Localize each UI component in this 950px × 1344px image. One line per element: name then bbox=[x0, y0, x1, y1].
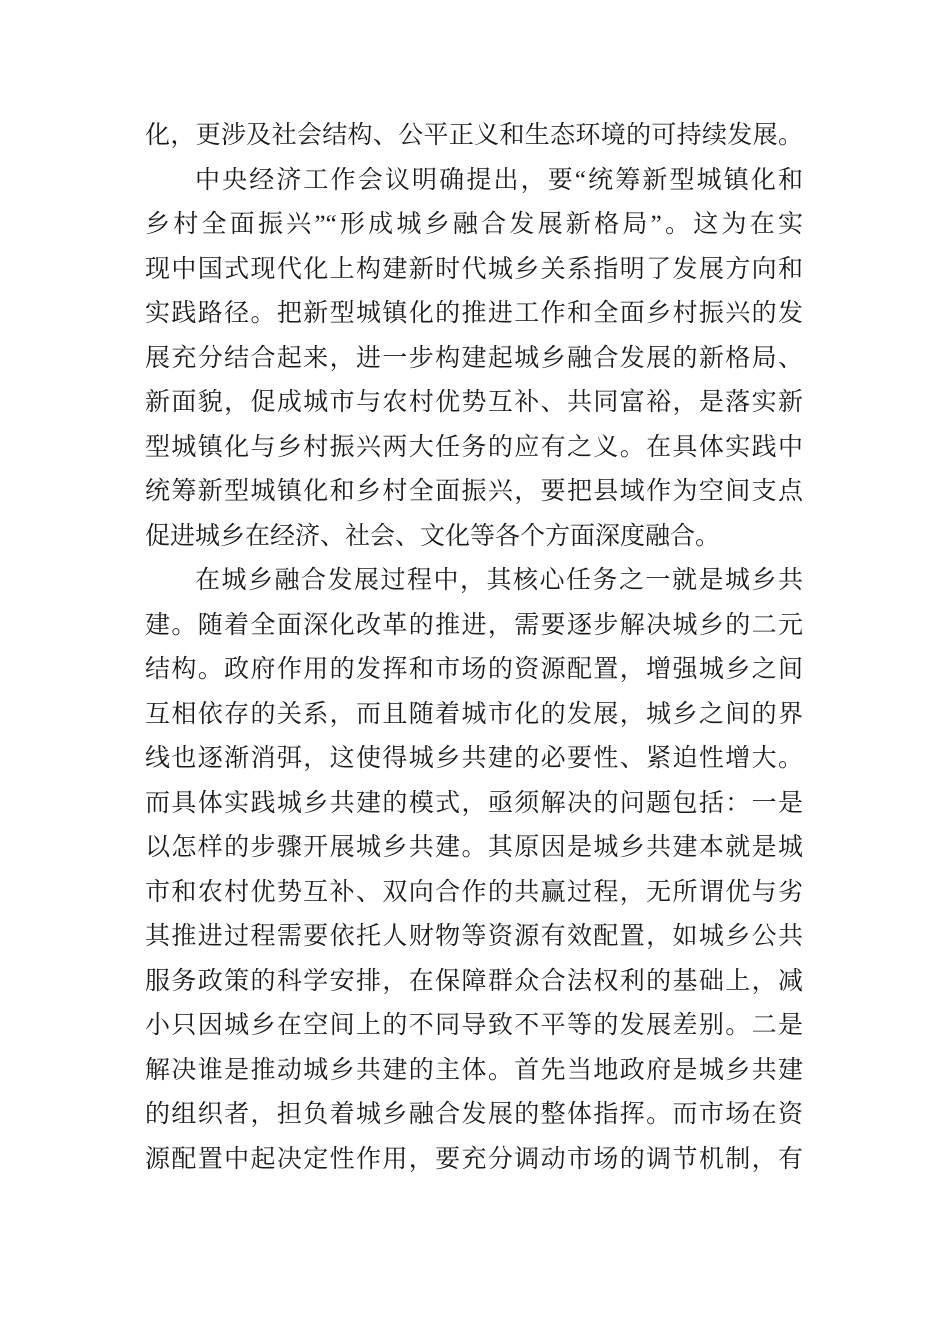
paragraph-3 bbox=[145, 559, 803, 1182]
paragraph-2 bbox=[145, 159, 803, 560]
text-line: 结构。政府作用的发挥和市场的资源配置，增强城乡之间 bbox=[145, 656, 803, 683]
text-line: 促进城乡在经济、社会、文化等各个方面深度融合。 bbox=[145, 522, 721, 550]
text-line: 展充分结合起来，进一步构建起城乡融合发展的新格局、 bbox=[145, 344, 803, 372]
text-line: 在城乡融合发展过程中，其核心任务之一就是城乡共 bbox=[195, 567, 803, 594]
text-line: 统筹新型城镇化和乡村全面振兴，要把县域作为空间支点 bbox=[145, 478, 803, 505]
text-line: 实践路径。把新型城镇化的推进工作和全面乡村振兴的发 bbox=[145, 300, 803, 327]
text-line: 市和农村优势互补、双向合作的共赢过程，无所谓优与劣 bbox=[145, 878, 803, 906]
text-line: 建。随着全面深化改革的推进，需要逐步解决城乡的二元 bbox=[145, 611, 803, 639]
text-line: 互相依存的关系，而且随着城市化的发展，城乡之间的界 bbox=[145, 700, 803, 728]
text-line: 其推进过程需要依托人财物等资源有效配置，如城乡公共 bbox=[145, 923, 803, 950]
text-line: 而具体实践城乡共建的模式，亟须解决的问题包括：一是 bbox=[145, 789, 803, 817]
text-line: 现中国式现代化上构建新时代城乡关系指明了发展方向和 bbox=[145, 255, 803, 283]
document-text-block bbox=[145, 114, 803, 1182]
text-line: 服务政策的科学安排，在保障群众合法权利的基础上，减 bbox=[145, 967, 803, 995]
text-line: 以怎样的步骤开展城乡共建。其原因是城乡共建本就是城 bbox=[145, 834, 803, 861]
text-line: 的组织者，担负着城乡融合发展的整体指挥。而市场在资 bbox=[145, 1101, 803, 1128]
paragraph-1 bbox=[145, 114, 803, 159]
text-line: 解决谁是推动城乡共建的主体。首先当地政府是城乡共建 bbox=[145, 1056, 803, 1084]
text-line: 乡村全面振兴”“形成城乡融合发展新格局”。这为在实 bbox=[145, 211, 803, 238]
text-line: 源配置中起决定性作用，要充分调动市场的调节机制，有 bbox=[145, 1145, 803, 1173]
text-line: 型城镇化与乡村振兴两大任务的应有之义。在具体实践中 bbox=[145, 433, 803, 461]
text-line: 新面貌，促成城市与农村优势互补、共同富裕，是落实新 bbox=[145, 389, 803, 416]
text-line: 线也逐渐消弭，这使得城乡共建的必要性、紧迫性增大。 bbox=[145, 745, 803, 772]
text-line: 中央经济工作会议明确提出，要“统筹新型城镇化和 bbox=[195, 166, 803, 194]
text-line: 化，更涉及社会结构、公平正义和生态环境的可持续发展。 bbox=[145, 122, 803, 149]
text-line: 小只因城乡在空间上的不同导致不平等的发展差别。二是 bbox=[145, 1012, 803, 1039]
